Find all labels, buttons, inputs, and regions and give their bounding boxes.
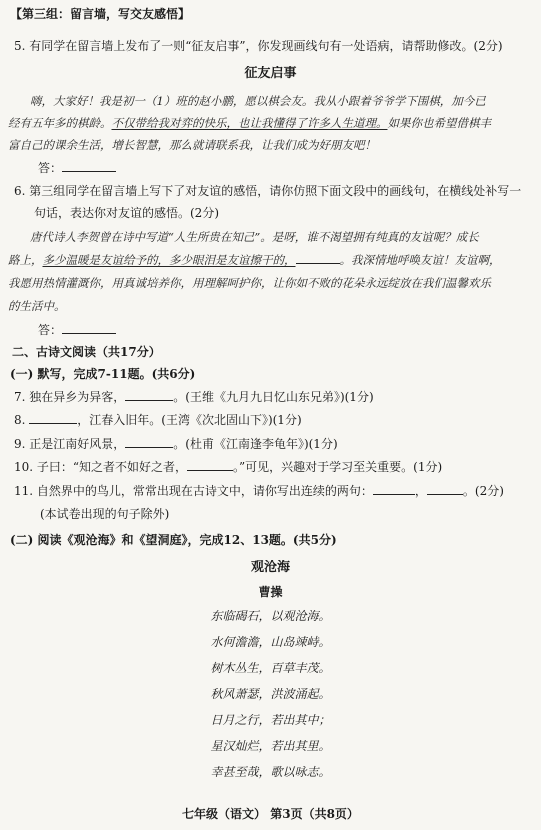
poem-title: 观沧海 <box>250 560 290 575</box>
q11-note: (本试卷出现的句子除外) <box>40 507 170 521</box>
q6-text-line3: 我愿用热情灌溉你，用真诚培养你，用理解呵护你，让你如不败的花朵永远绽放在我们温馨欢乐 <box>8 276 491 290</box>
q6-answer <box>38 322 541 338</box>
poem-line: 东临碣石，以观沧海。 <box>210 609 331 623</box>
q9 <box>14 436 541 452</box>
q8 <box>14 412 541 428</box>
q6-answer-label: 答： <box>38 323 63 337</box>
q7 <box>14 389 541 405</box>
poem-line: 幸甚至哉，歌以咏志。 <box>210 765 331 779</box>
q5-answer-blank[interactable] <box>62 160 116 172</box>
q6-underlined-phrase-1: 多少温暖是友谊给予的， <box>42 253 169 267</box>
q11-comma: ， <box>414 484 427 498</box>
part2-header: 二、古诗文阅读（共17分） <box>12 345 161 359</box>
q8-text: ，江春入旧年。(王湾《次北固山下》)(1分) <box>77 413 302 427</box>
q7-blank[interactable] <box>125 389 173 401</box>
q5-prompt: 5. 有同学在留言墙上发布了一则“征友启事”，你发现画线句有一处语病，请帮助修改。(2分) <box>14 39 503 53</box>
q9-source: 。(杜甫《江南逢李龟年》)(1分) <box>173 437 338 451</box>
q7-text: 7. 独在异乡为异客， <box>14 390 126 404</box>
q5-text-line2-end: 如果你也希望借棋丰 <box>387 116 491 130</box>
page-footer: 七年级（语文） 第3页（共8页） <box>182 807 359 821</box>
q10-tail: 。”可见，兴趣对于学习至关重要。(1分) <box>233 460 443 474</box>
q8-blank[interactable] <box>29 412 77 424</box>
q5-underlined-sentence: 不仅带给我对弈的快乐，也让我懂得了许多人生道理。 <box>111 116 388 130</box>
poem-line: 树木丛生，百草丰茂。 <box>210 661 331 675</box>
q11-blank-1[interactable] <box>373 483 415 495</box>
q11-blank-2[interactable] <box>427 483 463 495</box>
q10-text: 10. 子曰：“知之者不如好之者， <box>14 460 188 474</box>
q5-answer <box>38 160 541 176</box>
q5-answer-label: 答： <box>38 161 63 175</box>
sub2-header: (二) 阅读《观沧海》和《望洞庭》，完成12、13题。(共5分) <box>10 533 337 547</box>
q11 <box>14 483 541 499</box>
q6-prompt-line1: 6. 第三组同学在留言墙上写下了对友谊的感悟，请你仿照下面文段中的画线句，在横线处补写一 <box>14 184 522 198</box>
q6-text-line4: 的生活中。 <box>8 299 66 313</box>
q6-text-line2-end: 。我深情地呼唤友谊！友谊啊， <box>339 253 501 267</box>
poem-author: 曹操 <box>258 585 283 599</box>
q5-text-line1: 嗨，大家好！我是初一（1）班的赵小鹏，愿以棋会友。我从小跟着爷爷学下围棋，加今已 <box>30 94 486 108</box>
q11-points: 。(2分) <box>462 484 504 498</box>
q11-text: 11. 自然界中的鸟儿，常常出现在古诗文中，请你写出连续的两句： <box>14 484 373 498</box>
q6-underlined-phrase-2: 多少眼泪是友谊擦干的， <box>169 253 296 267</box>
q9-blank[interactable] <box>125 436 173 448</box>
q7-source: 。(王维《九月九日忆山东兄弟》)(1分) <box>173 390 374 404</box>
section3-header: 【第三组：留言墙，写交友感悟】 <box>10 7 191 21</box>
poem-line: 水何澹澹，山岛竦峙。 <box>210 635 331 649</box>
poem-line: 秋风萧瑟，洪波涌起。 <box>210 687 331 701</box>
poem-line: 星汉灿烂，若出其里。 <box>210 739 331 753</box>
q5-text-line2 <box>8 115 541 131</box>
poem-line: 日月之行，若出其中； <box>210 713 331 727</box>
q6-prompt-line2: 句话，表达你对友谊的感悟。(2分) <box>34 206 219 220</box>
q6-text-line2 <box>8 252 541 268</box>
q8-number: 8. <box>14 413 30 427</box>
q10 <box>14 459 541 475</box>
q6-inline-blank[interactable] <box>296 252 340 264</box>
sub1-header: (一) 默写，完成7-11题。(共6分) <box>10 367 196 381</box>
q5-text-line3: 富自己的课余生活，增长智慧，那么就请联系我，让我们成为好朋友吧！ <box>8 138 376 152</box>
q6-text-line1: 唐代诗人李贺曾在诗中写道“人生所贵在知己”。是呀，谁不渴望拥有纯真的友谊呢？成长 <box>30 230 479 244</box>
q6-answer-blank[interactable] <box>62 322 116 334</box>
q9-text: 9. 正是江南好风景， <box>14 437 126 451</box>
notice-title: 征友启事 <box>244 66 297 81</box>
q5-text-line2-start: 经有五年多的棋龄。 <box>8 116 112 130</box>
q6-text-line2-start: 路上， <box>8 253 43 267</box>
q10-blank[interactable] <box>187 459 233 471</box>
